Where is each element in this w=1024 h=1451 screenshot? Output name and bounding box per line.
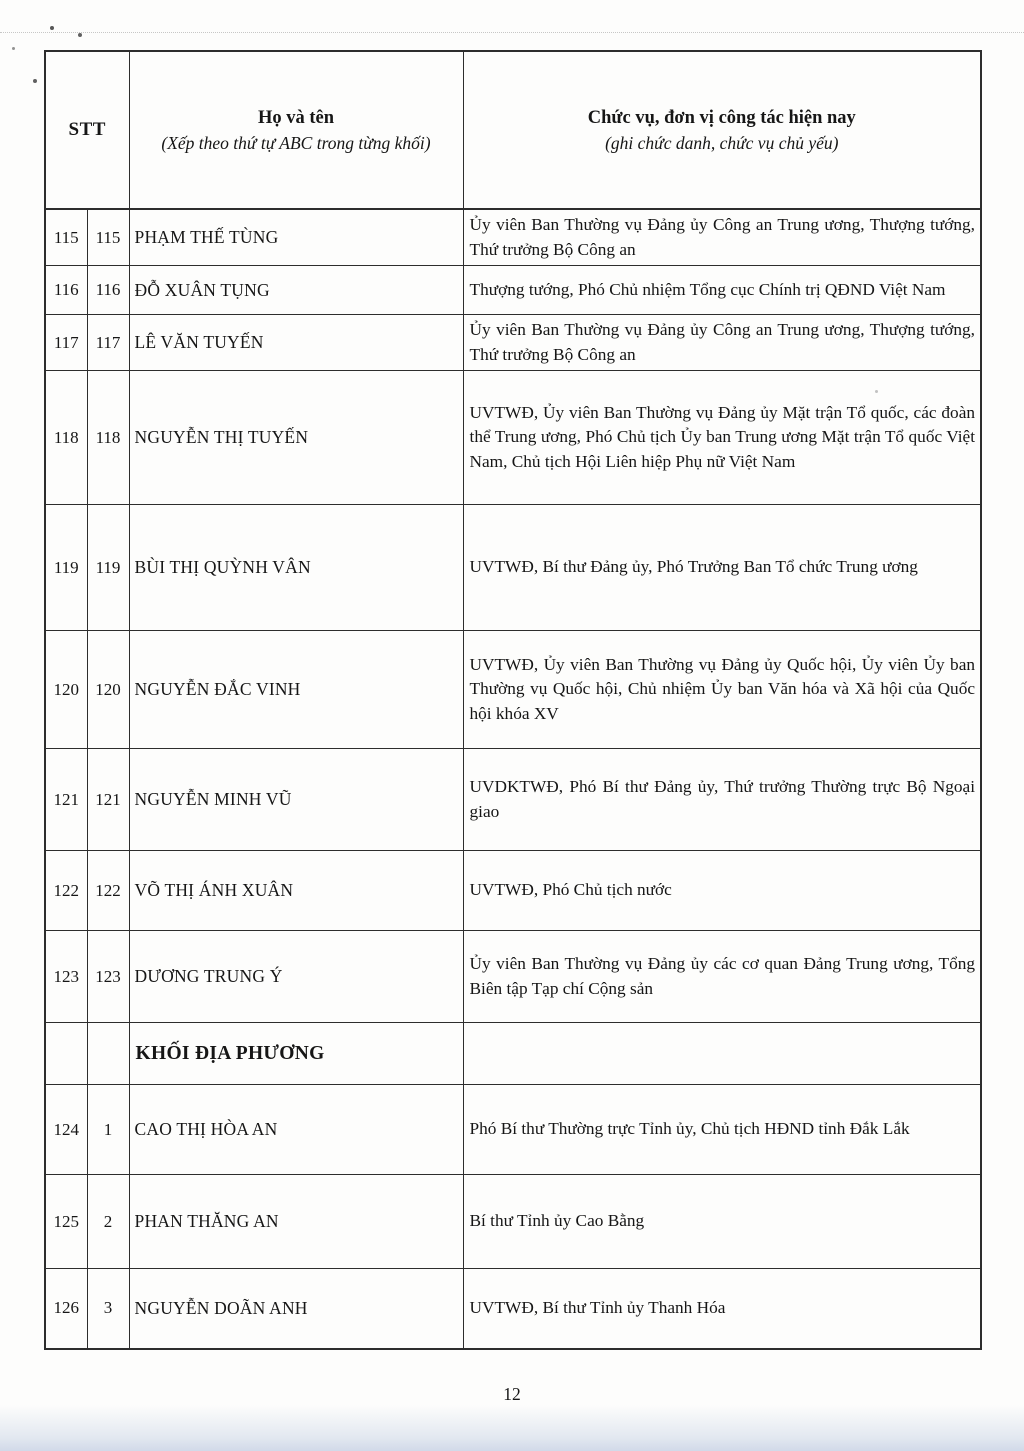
row-position: UVTWĐ, Bí thư Đảng ủy, Phó Trưởng Ban Tổ chức Trung ương: [463, 505, 981, 631]
row-position: Ủy viên Ban Thường vụ Đảng ủy các cơ quan Đảng Trung ương, Tổng Biên tập Tạp chí Cộng sản: [463, 931, 981, 1023]
scan-bottom-shadow: [0, 1405, 1024, 1451]
row-name: DƯƠNG TRUNG Ý: [129, 931, 463, 1023]
row-stt: 126: [45, 1269, 87, 1349]
row-position: Phó Bí thư Thường trực Tỉnh ủy, Chủ tịch HĐND tỉnh Đắk Lắk: [463, 1085, 981, 1175]
row-num: 122: [87, 851, 129, 931]
table-row: [45, 1175, 981, 1269]
row-stt: 115: [45, 209, 87, 266]
row-name: PHẠM THẾ TÙNG: [129, 209, 463, 266]
row-stt: 124: [45, 1085, 87, 1175]
header-position: [463, 51, 981, 209]
header-name-title: Họ và tên: [257, 107, 335, 128]
officials-table: [44, 50, 982, 1350]
row-num: 3: [87, 1269, 129, 1349]
row-position: Bí thư Tỉnh ủy Cao Bằng: [463, 1175, 981, 1269]
row-name: VÕ THỊ ÁNH XUÂN: [129, 851, 463, 931]
row-num: 116: [87, 266, 129, 315]
row-stt: 121: [45, 749, 87, 851]
section-row: [45, 1023, 981, 1085]
table-row: [45, 371, 981, 505]
row-position: Thượng tướng, Phó Chủ nhiệm Tổng cục Chính trị QĐND Việt Nam: [463, 266, 981, 315]
row-num: 118: [87, 371, 129, 505]
row-stt: 120: [45, 631, 87, 749]
row-num: 120: [87, 631, 129, 749]
scan-speck: [12, 47, 15, 50]
table-row: [45, 931, 981, 1023]
row-stt: 118: [45, 371, 87, 505]
row-name: PHAN THĂNG AN: [129, 1175, 463, 1269]
row-stt: 122: [45, 851, 87, 931]
scan-artifact-line: [0, 32, 1024, 33]
table-row: [45, 1085, 981, 1175]
section-label: KHỐI ĐỊA PHƯƠNG: [129, 1023, 463, 1085]
row-stt: 123: [45, 931, 87, 1023]
scan-speck: [78, 33, 82, 37]
header-name: [129, 51, 463, 209]
header-position-subtitle: (ghi chức danh, chức vụ chủ yếu): [605, 132, 839, 153]
row-name: ĐỖ XUÂN TỤNG: [129, 266, 463, 315]
table-header-row: [45, 51, 981, 209]
table-row: [45, 1269, 981, 1349]
row-num: 115: [87, 209, 129, 266]
table-body: [45, 209, 981, 1349]
table-row: [45, 505, 981, 631]
table-row: [45, 851, 981, 931]
table-row: [45, 315, 981, 371]
header-position-title: Chức vụ, đơn vị công tác hiện nay: [587, 107, 856, 128]
page-number: 12: [503, 1384, 521, 1404]
table-row: [45, 749, 981, 851]
row-num: 119: [87, 505, 129, 631]
scan-speck: [33, 79, 37, 83]
header-name-subtitle: (Xếp theo thứ tự ABC trong từng khối): [161, 132, 431, 153]
table-row: [45, 209, 981, 266]
row-num: 117: [87, 315, 129, 371]
row-name: NGUYỄN ĐẮC VINH: [129, 631, 463, 749]
row-num: 2: [87, 1175, 129, 1269]
table-row: [45, 631, 981, 749]
row-name: CAO THỊ HÒA AN: [129, 1085, 463, 1175]
row-name: NGUYỄN THỊ TUYẾN: [129, 371, 463, 505]
row-stt: 119: [45, 505, 87, 631]
row-position: UVTWĐ, Bí thư Tỉnh ủy Thanh Hóa: [463, 1269, 981, 1349]
row-position: Ủy viên Ban Thường vụ Đảng ủy Công an Trung ương, Thượng tướng, Thứ trưởng Bộ Công an: [463, 315, 981, 371]
row-name: BÙI THỊ QUỲNH VÂN: [129, 505, 463, 631]
row-name: NGUYỄN DOÃN ANH: [129, 1269, 463, 1349]
table-row: [45, 266, 981, 315]
row-position: UVTWĐ, Ủy viên Ban Thường vụ Đảng ủy Mặt trận Tổ quốc, các đoàn thể Trung ương, Phó Chủ tịch Ủy ban Trung ương Mặt trận Tổ quốc Việt Nam, Chủ tịch Hội Liên hiệp Phụ nữ Việt Nam: [463, 371, 981, 505]
row-position: UVDKTWĐ, Phó Bí thư Đảng ủy, Thứ trưởng Thường trực Bộ Ngoại giao: [463, 749, 981, 851]
row-position: Ủy viên Ban Thường vụ Đảng ủy Công an Trung ương, Thượng tướng, Thứ trưởng Bộ Công an: [463, 209, 981, 266]
section-stt-cell: [45, 1023, 87, 1085]
row-num: 1: [87, 1085, 129, 1175]
section-num-cell: [87, 1023, 129, 1085]
row-num: 121: [87, 749, 129, 851]
row-num: 123: [87, 931, 129, 1023]
row-stt: 117: [45, 315, 87, 371]
row-stt: 116: [45, 266, 87, 315]
row-position: UVTWĐ, Phó Chủ tịch nước: [463, 851, 981, 931]
row-name: LÊ VĂN TUYẾN: [129, 315, 463, 371]
header-stt: STT: [45, 51, 129, 209]
row-stt: 125: [45, 1175, 87, 1269]
scan-speck: [50, 26, 54, 30]
row-position: UVTWĐ, Ủy viên Ban Thường vụ Đảng ủy Quốc hội, Ủy viên Ủy ban Thường vụ Quốc hội, Chủ nhiệm Ủy ban Văn hóa và Xã hội của Quốc hội khóa XV: [463, 631, 981, 749]
section-position-cell: [463, 1023, 981, 1085]
row-name: NGUYỄN MINH VŨ: [129, 749, 463, 851]
